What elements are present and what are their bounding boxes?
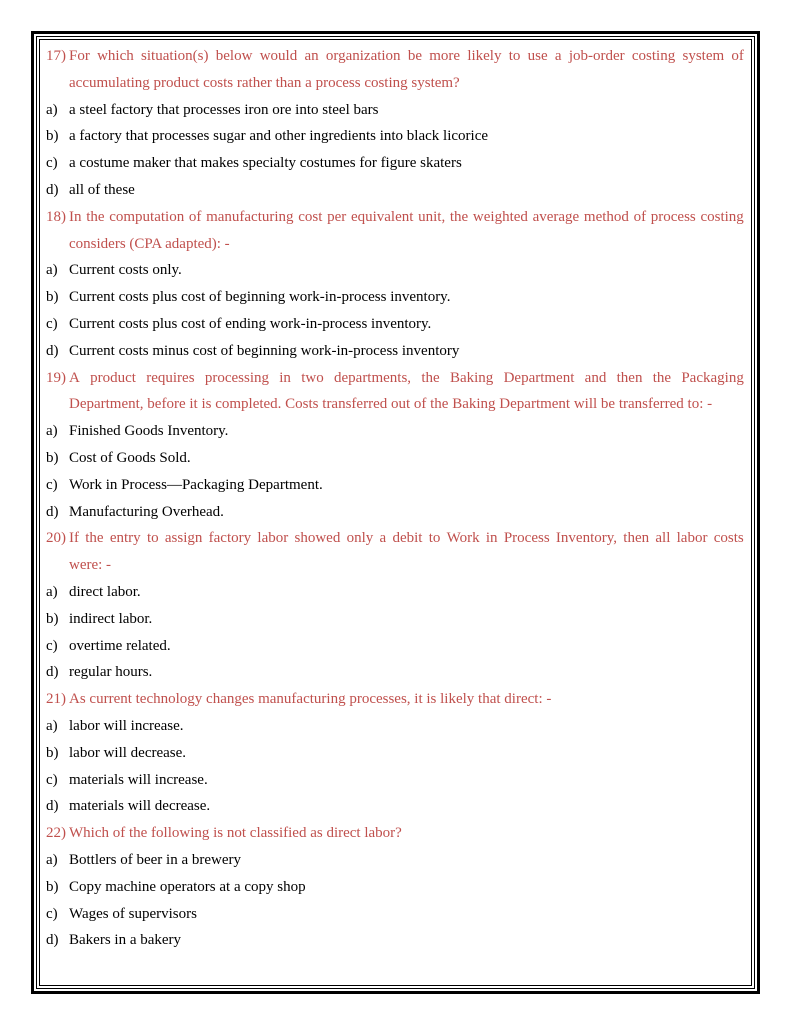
option-letter: b): [46, 610, 59, 627]
question-text-continued: considers (CPA adapted): -: [69, 235, 230, 252]
option-text: a costume maker that makes specialty costumes for figure skaters: [69, 155, 462, 172]
answer-option: [46, 901, 744, 928]
question-word: In: [69, 208, 82, 225]
question-word: a: [379, 530, 387, 547]
question-word: costing: [631, 48, 676, 64]
question-number: 20): [46, 530, 66, 547]
question-number: 21): [46, 691, 66, 708]
question-word: more: [429, 48, 461, 64]
option-text: labor will decrease.: [69, 744, 187, 761]
option-text: materials will decrease.: [69, 798, 211, 815]
question-word: then: [616, 369, 643, 386]
option-letter: d): [46, 664, 59, 681]
option-text: Current costs only.: [69, 262, 182, 279]
question-word: would: [259, 48, 298, 64]
option-letter: a): [46, 423, 58, 440]
question-block: [46, 820, 744, 954]
question-word: then: [623, 530, 650, 547]
option-text: Current costs plus cost of ending work-in-process inventory.: [69, 315, 432, 332]
answer-option: [46, 311, 744, 338]
question-word: A: [69, 369, 80, 386]
option-text: Manufacturing Overhead.: [69, 503, 224, 520]
question-line: [46, 686, 744, 713]
question-word: only: [346, 530, 374, 547]
question-word: system: [682, 48, 725, 64]
option-letter: d): [46, 932, 59, 949]
question-word: factory: [208, 530, 252, 547]
question-word: of: [633, 208, 647, 225]
option-text: indirect labor.: [69, 610, 153, 627]
answer-option: [46, 927, 744, 954]
question-word: use: [527, 48, 548, 64]
question-number: 22): [46, 825, 66, 842]
option-letter: b): [46, 449, 59, 466]
option-text: Copy machine operators at a copy shop: [69, 878, 306, 895]
option-text: overtime related.: [69, 637, 171, 654]
answer-option: [46, 740, 744, 767]
question-word: the: [449, 208, 469, 225]
answer-option: [46, 659, 744, 686]
question-word: in: [279, 369, 291, 386]
question-text-continued: accumulating product costs rather than a process costing system?: [69, 74, 460, 91]
question-word: job-order: [568, 48, 625, 64]
question-word: which: [97, 48, 134, 64]
question-line: [46, 204, 744, 231]
question-word: be: [407, 48, 422, 64]
question-word: If: [69, 530, 79, 547]
answer-option: [46, 445, 744, 472]
question-line: [46, 820, 744, 847]
question-text-continued: were: -: [69, 557, 112, 574]
answer-option: [46, 123, 744, 150]
question-word: departments,: [334, 369, 412, 386]
question-word: Inventory,: [555, 530, 618, 547]
question-word: likely: [467, 48, 502, 64]
option-letter: b): [46, 289, 59, 306]
answer-option: [46, 606, 744, 633]
question-word: manufacturing: [206, 208, 294, 225]
question-word: labor: [676, 530, 708, 547]
question-word: all: [655, 530, 671, 547]
question-word: costing: [700, 208, 744, 225]
question-word: and: [584, 369, 607, 386]
answer-option: [46, 257, 744, 284]
option-letter: c): [46, 476, 58, 493]
question-word: requires: [146, 369, 195, 386]
question-word: to: [428, 530, 441, 547]
question-word: below: [215, 48, 253, 64]
answer-option: [46, 150, 744, 177]
option-letter: c): [46, 771, 58, 788]
question-word: the: [85, 530, 104, 547]
question-word: labor: [257, 530, 289, 547]
question-number: 18): [46, 208, 66, 225]
question-word: to: [508, 48, 521, 64]
option-text: a factory that processes sugar and other ingredients into black licorice: [69, 128, 489, 145]
question-word: method: [583, 208, 629, 225]
question-word: weighted: [472, 208, 528, 225]
answer-option: [46, 847, 744, 874]
option-text: Bakers in a bakery: [69, 932, 182, 949]
question-number: 17): [46, 48, 66, 64]
option-text: Current costs minus cost of beginning work-in-process inventory: [69, 342, 460, 359]
option-letter: d): [46, 181, 59, 198]
question-word: to: [146, 530, 159, 547]
option-letter: a): [46, 101, 58, 118]
answer-option: [46, 633, 744, 660]
question-word: Packaging: [681, 369, 744, 386]
question-word: of: [731, 48, 744, 64]
option-letter: c): [46, 155, 58, 172]
question-word: in: [485, 530, 498, 547]
question-word: product: [90, 369, 136, 386]
question-word: the: [86, 208, 105, 225]
answer-option: [46, 338, 744, 365]
question-word: the: [421, 369, 440, 386]
option-letter: a): [46, 717, 58, 734]
answer-option: [46, 874, 744, 901]
question-word: Process: [503, 530, 550, 547]
question-block: [46, 204, 744, 365]
question-word: process: [650, 208, 696, 225]
option-letter: c): [46, 905, 58, 922]
question-word: costs: [713, 530, 744, 547]
option-text: labor will increase.: [69, 717, 184, 734]
answer-option: [46, 284, 744, 311]
option-letter: d): [46, 342, 59, 359]
question-word: entry: [109, 530, 141, 547]
question-line: [46, 43, 744, 70]
option-text: materials will increase.: [69, 771, 208, 788]
question-word: unit,: [418, 208, 446, 225]
answer-option: [46, 472, 744, 499]
option-text: direct labor.: [69, 583, 141, 600]
option-letter: c): [46, 637, 58, 654]
option-text: all of these: [69, 181, 135, 198]
question-word: assign: [164, 530, 203, 547]
question-block: [46, 525, 744, 686]
question-text: As current technology changes manufacturing processes, it is likely that direct: -: [69, 691, 552, 708]
option-text: Current costs plus cost of beginning work-in-process inventory.: [69, 289, 451, 306]
option-text: regular hours.: [69, 664, 153, 681]
question-word: equivalent: [350, 208, 414, 225]
option-text: Cost of Goods Sold.: [69, 449, 191, 466]
answer-option: [46, 97, 744, 124]
question-text: Which of the following is not classified as direct labor?: [69, 825, 402, 842]
option-letter: b): [46, 744, 59, 761]
question-word: organization: [325, 48, 401, 64]
question-word: For: [69, 48, 90, 64]
question-word: two: [301, 369, 324, 386]
option-letter: c): [46, 315, 58, 332]
option-letter: a): [46, 262, 58, 279]
question-word: debit: [392, 530, 423, 547]
option-text: Bottlers of beer in a brewery: [69, 851, 242, 868]
question-number: 19): [46, 369, 66, 386]
option-text: Finished Goods Inventory.: [69, 423, 229, 440]
option-letter: b): [46, 878, 59, 895]
question-text-continued: Department, before it is completed. Costs transferred out of the Baking Department will be transferred to: -: [69, 396, 713, 413]
question-word: per: [327, 208, 347, 225]
option-letter: a): [46, 851, 58, 868]
answer-option: [46, 579, 744, 606]
answer-option: [46, 793, 744, 820]
question-word: Baking: [449, 369, 494, 386]
question-word: situation(s): [141, 48, 209, 64]
option-letter: a): [46, 583, 58, 600]
question-word: an: [304, 48, 319, 64]
question-word: Work: [446, 530, 480, 547]
answer-option: [46, 177, 744, 204]
question-word: of: [188, 208, 202, 225]
question-block: [46, 365, 744, 526]
option-letter: b): [46, 128, 59, 145]
question-line: [46, 365, 744, 392]
answer-option: [46, 713, 744, 740]
question-list: [46, 43, 744, 954]
answer-option: [46, 499, 744, 526]
question-word: Department: [503, 369, 575, 386]
option-letter: d): [46, 798, 59, 815]
question-line: [46, 525, 744, 552]
question-word: processing: [204, 369, 269, 386]
option-text: Work in Process—Packaging Department.: [69, 476, 323, 493]
option-letter: d): [46, 503, 59, 520]
question-word: the: [652, 369, 672, 386]
option-text: a steel factory that processes iron ore into steel bars: [69, 101, 379, 118]
question-word: computation: [109, 208, 185, 225]
option-text: Wages of supervisors: [69, 905, 197, 922]
answer-option: [46, 418, 744, 445]
question-word: cost: [298, 208, 323, 225]
question-block: [46, 43, 744, 204]
question-block: [46, 686, 744, 820]
question-word: a: [554, 48, 562, 64]
answer-option: [46, 767, 744, 794]
question-word: showed: [294, 530, 341, 547]
question-word: average: [532, 208, 580, 225]
